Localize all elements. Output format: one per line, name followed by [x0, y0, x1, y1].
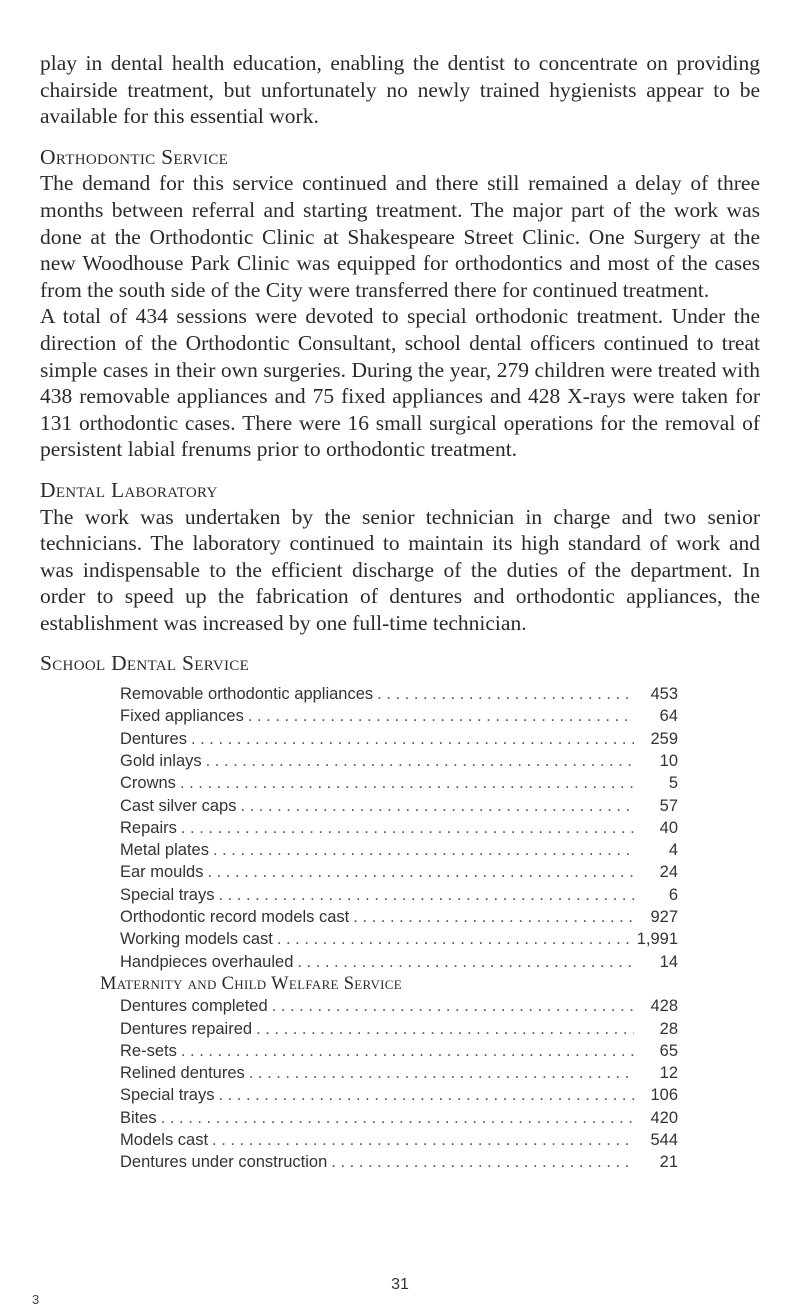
- row-label: Dentures under construction: [120, 1153, 328, 1172]
- row-label: Repairs: [120, 818, 177, 837]
- row-value: 259: [650, 729, 678, 748]
- row-value: 12: [659, 1064, 678, 1083]
- leader-dots: [206, 750, 634, 772]
- leader-dots: [377, 683, 634, 705]
- row-label: Bites: [120, 1108, 157, 1127]
- row-value: 14: [659, 952, 678, 971]
- row-label: Special trays: [120, 1086, 215, 1105]
- leader-dots: [353, 906, 634, 928]
- leader-dots: [272, 995, 634, 1017]
- leader-dots: [191, 728, 634, 750]
- row-value: 57: [659, 796, 678, 815]
- table-row: [120, 995, 678, 1017]
- row-value: 6: [668, 885, 678, 904]
- row-value: 420: [650, 1108, 678, 1127]
- table-row: [120, 705, 678, 727]
- table-row: [120, 951, 678, 973]
- leader-dots: [297, 951, 634, 973]
- page-number: 31: [391, 1276, 409, 1293]
- table-row: [120, 1040, 678, 1062]
- table-row: [120, 906, 678, 928]
- intro-paragraph: play in dental health education, enabling the dentist to concentrate on providing chairside treatment, but unfortunately no newly trained hygienists appear to be available for this essential work.: [40, 51, 760, 129]
- table-row: [120, 861, 678, 883]
- row-value: 28: [659, 1019, 678, 1038]
- row-value: 5: [668, 774, 678, 793]
- row-label: Working models cast: [120, 930, 273, 949]
- orthodontic-paragraph-1: The demand for this service continued and there still remained a delay of three months between referral and starting treatment. The major part of the work was done at the Orthodontic Clinic at Shakespeare Street Clinic. One Surgery at the new Woodhouse Park Clinic was equipped for orthodontics and most of the cases from the south side of the City were transferred there for continued treatment.: [40, 171, 760, 302]
- leader-dots: [212, 1129, 634, 1151]
- row-value: 106: [650, 1086, 678, 1105]
- table-row: [120, 1018, 678, 1040]
- table-row: [120, 839, 678, 861]
- document-page: [40, 50, 760, 1174]
- leader-dots: [248, 705, 634, 727]
- leader-dots: [207, 861, 634, 883]
- row-value: 64: [659, 707, 678, 726]
- orthodontic-paragraph-2: A total of 434 sessions were devoted to special orthodonic treatment. Under the direction of the Orthodontic Consultant, school dental officers continued to treat simple cases in their own surgeries. During the year, 279 children were treated with 438 removable appliances and 75 fixed appliances and 428 X-rays were taken for 131 orthodontic cases. There were 16 small surgical operations for the removal of persistent labial frenums prior to orthodontic treatment.: [40, 304, 760, 462]
- row-label: Removable orthodontic appliances: [120, 685, 374, 704]
- row-value: 428: [650, 997, 678, 1016]
- table-row: [120, 1084, 678, 1106]
- row-label: Relined dentures: [120, 1064, 245, 1083]
- row-value: 4: [668, 841, 678, 860]
- row-label: Crowns: [120, 774, 176, 793]
- row-label: Ear moulds: [120, 863, 204, 882]
- leader-dots: [180, 772, 634, 794]
- row-label: Special trays: [120, 885, 215, 904]
- leader-dots: [240, 795, 634, 817]
- row-label: Dentures completed: [120, 997, 268, 1016]
- laboratory-heading: Dental Laboratory: [40, 477, 218, 502]
- row-label: Dentures repaired: [120, 1019, 253, 1038]
- orthodontic-heading: Orthodontic Service: [40, 144, 229, 169]
- leader-dots: [331, 1151, 634, 1173]
- row-value: 21: [659, 1153, 678, 1172]
- leader-dots: [213, 839, 634, 861]
- table-row: [120, 1129, 678, 1151]
- row-label: Handpieces overhauled: [120, 952, 294, 971]
- row-value: 24: [659, 863, 678, 882]
- leader-dots: [277, 928, 633, 950]
- row-label: Fixed appliances: [120, 707, 244, 726]
- row-label: Cast silver caps: [120, 796, 237, 815]
- leader-dots: [256, 1018, 634, 1040]
- row-label: Orthodontic record models cast: [120, 908, 350, 927]
- row-value: 544: [650, 1131, 678, 1149]
- row-value: 1,991: [636, 930, 678, 949]
- row-value: 453: [650, 685, 678, 704]
- leader-dots: [161, 1107, 634, 1129]
- leader-dots: [181, 1040, 634, 1062]
- school-service-table: [100, 683, 678, 1174]
- table-row: [120, 817, 678, 839]
- row-label: Models cast: [120, 1131, 209, 1149]
- table-row: [120, 1151, 678, 1173]
- leader-dots: [218, 884, 634, 906]
- leader-dots: [249, 1062, 634, 1084]
- row-label: Dentures: [120, 729, 187, 748]
- table-row: [120, 1062, 678, 1084]
- row-value: 927: [650, 908, 678, 927]
- table-row: [120, 884, 678, 906]
- leader-dots: [218, 1084, 634, 1106]
- row-label: Gold inlays: [120, 751, 202, 770]
- laboratory-paragraph: The work was undertaken by the senior technician in charge and two senior technicians. The laboratory continued to maintain its high standard of work and was indispensable to the efficient discharge of the duties of the department. In order to speed up the fabrication of dentures and orthodontic appliances, the establishment was increased by one full-time technician.: [40, 504, 760, 635]
- row-value: 65: [659, 1041, 678, 1060]
- table-row: [120, 772, 678, 794]
- table-row: [120, 928, 678, 950]
- table-row: [120, 683, 678, 705]
- leader-dots: [181, 817, 634, 839]
- table-row: [120, 795, 678, 817]
- row-label: Metal plates: [120, 841, 209, 860]
- school-service-heading: School Dental Service: [40, 651, 250, 676]
- table-row: [120, 1107, 678, 1129]
- row-value: 40: [659, 818, 678, 837]
- row-value: 10: [659, 751, 678, 770]
- table-row: [120, 750, 678, 772]
- maternity-service-heading: Maternity and Child Welfare Service: [100, 973, 403, 994]
- table-row: [120, 728, 678, 750]
- row-label: Re-sets: [120, 1041, 177, 1060]
- sheet-mark: 3: [32, 1292, 40, 1307]
